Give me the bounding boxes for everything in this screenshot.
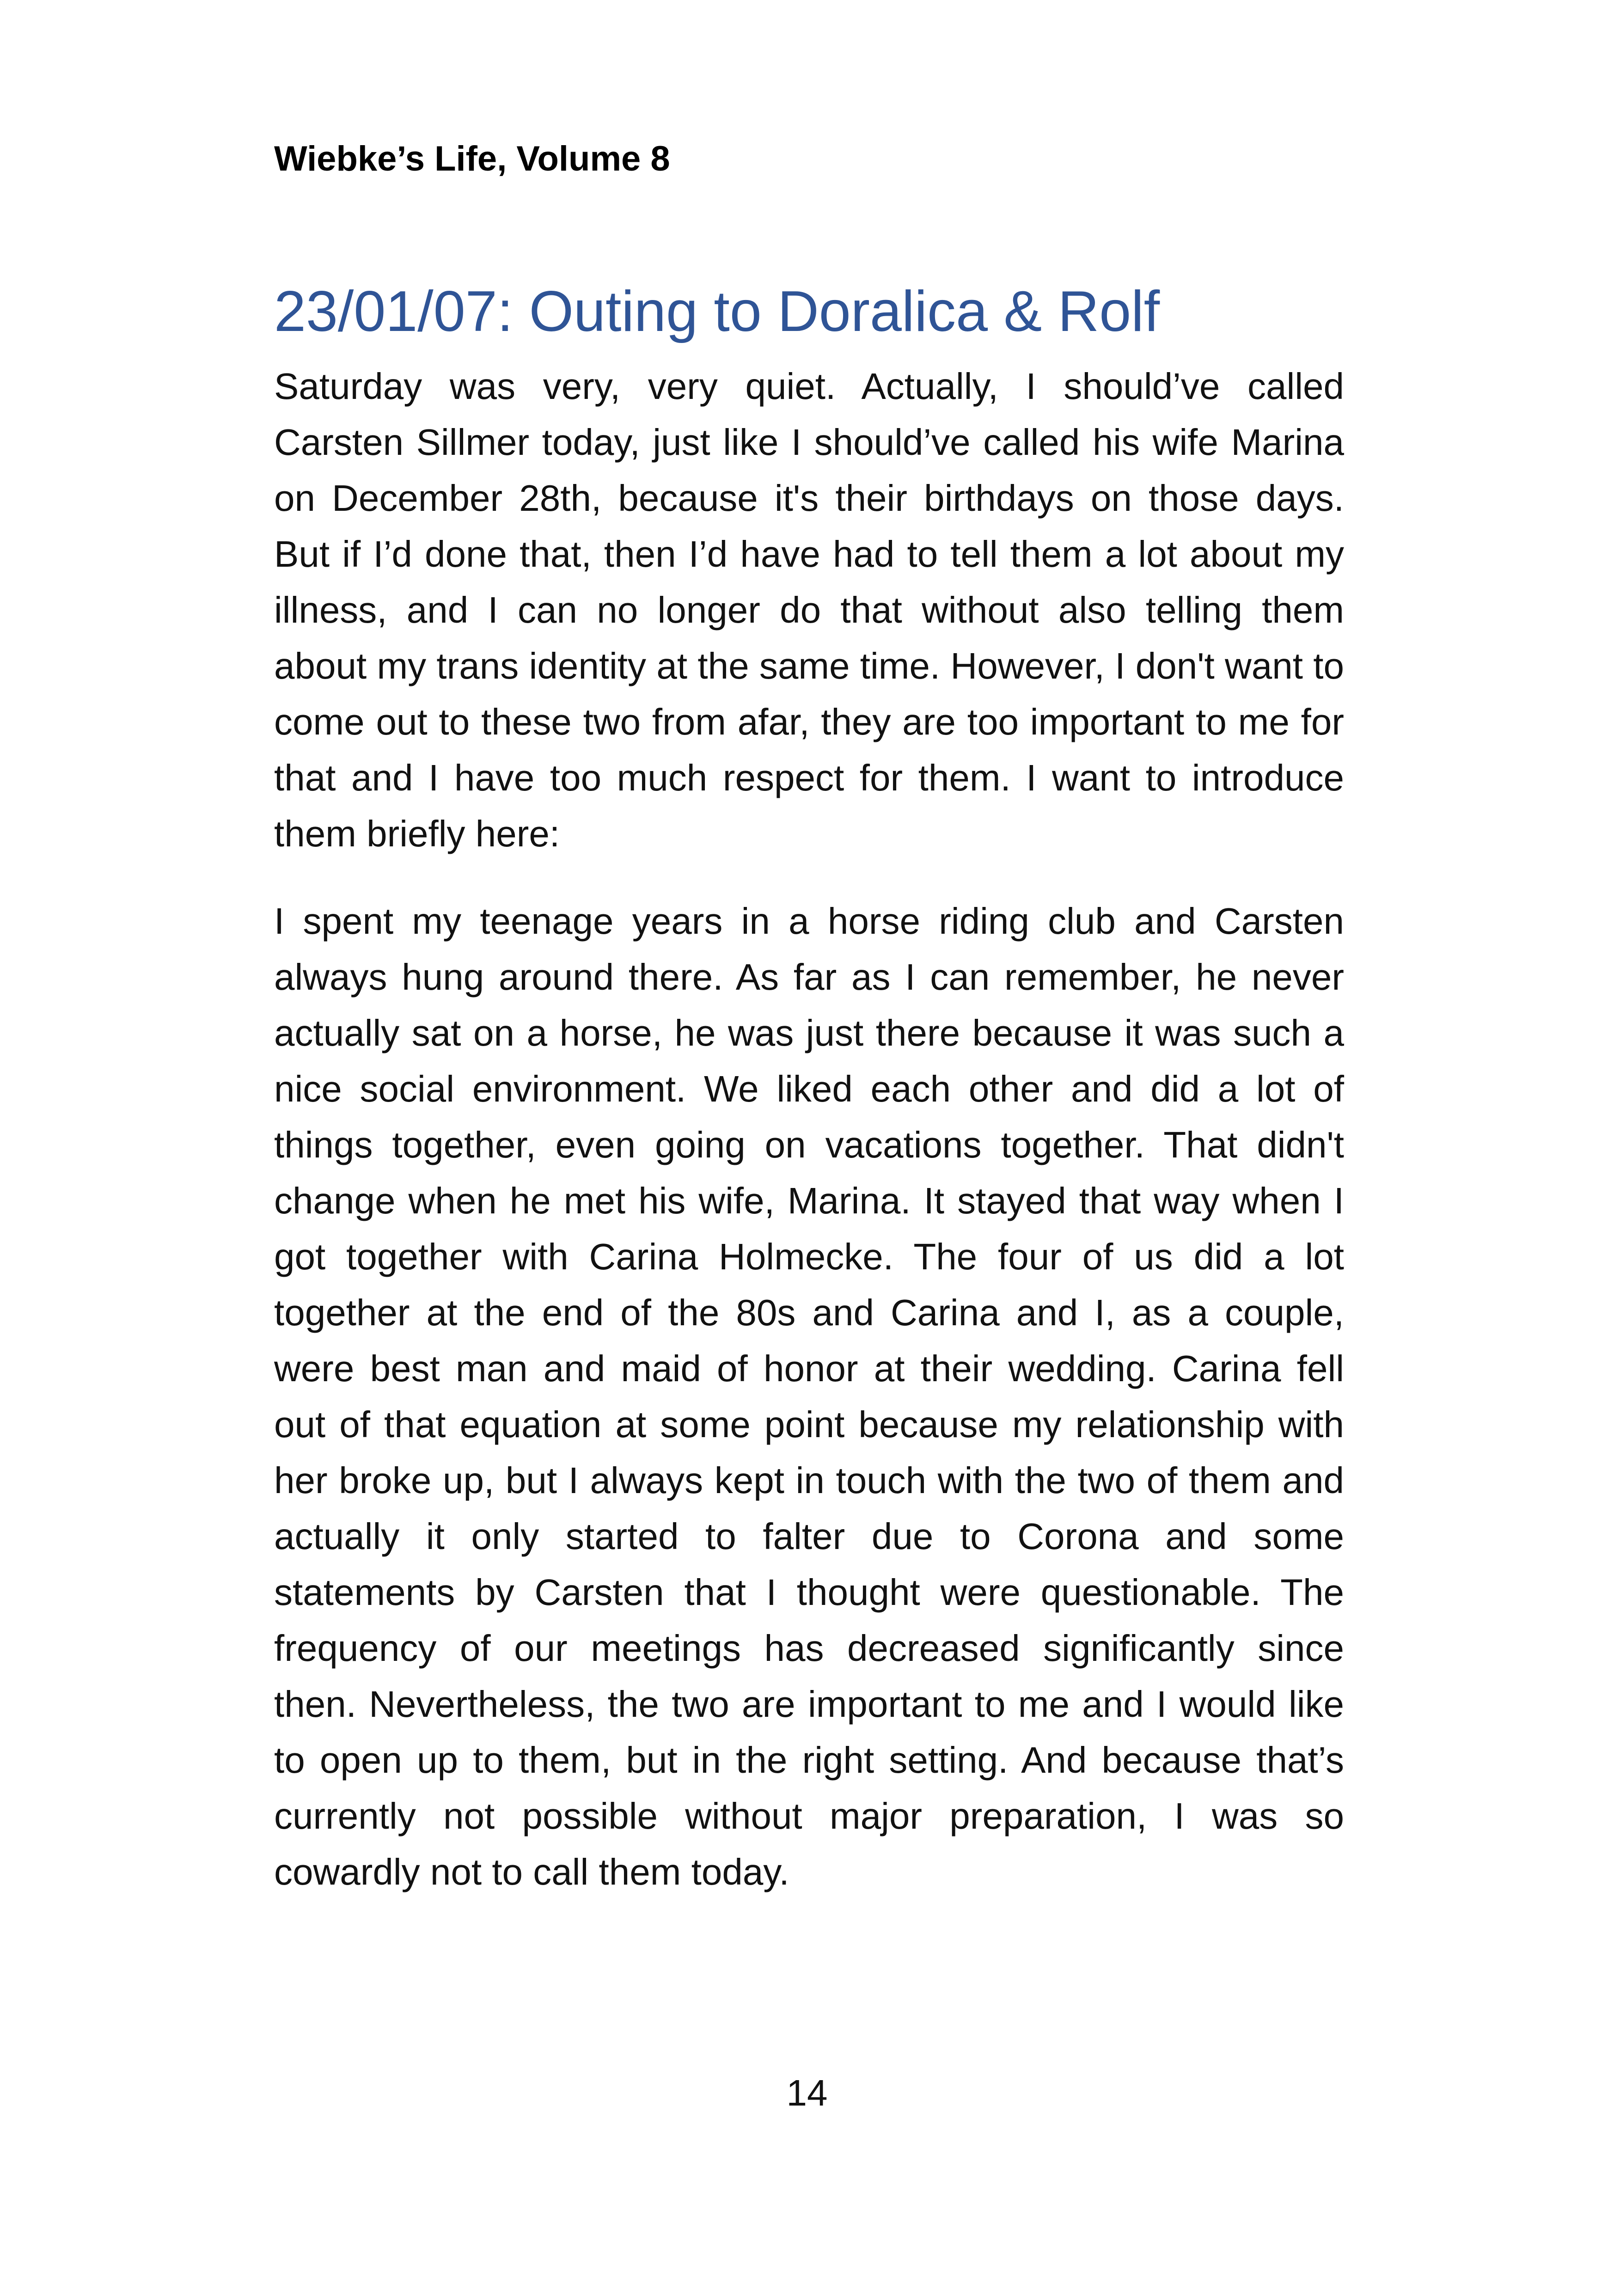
entry-body — [274, 358, 1344, 1931]
body-paragraph: Saturday was very, very quiet. Actually, I should’ve called Carsten Sillmer today, just like I should’ve called his wife Marina on December 28th, because it's their birthdays on those days. But if I’d done that, then I’d have had to tell them a lot about my illness, and I can no longer do that without also telling them about my trans identity at the same time. However, I don't want to come out to these two from afar, they are too important to me for that and I have too much respect for them. I want to introduce them briefly here: — [274, 366, 1344, 854]
running-header: Wiebke’s Life, Volume 8 — [274, 139, 670, 178]
body-paragraph: I spent my teenage years in a horse riding club and Carsten always hung around there. As far as I can remember, he never actually sat on a horse, he was just there because it was such a nice social environment. We liked each other and did a lot of things together, even going on vacations together. That didn't change when he met his wife, Marina. It stayed that way when I got together with Carina Holmecke. The four of us did a lot together at the end of the 80s and Carina and I, as a couple, were best man and maid of honor at their wedding. Carina fell out of that equation at some point because my relationship with her broke up, but I always kept in touch with the two of them and actually it only started to falter due to Corona and some statements by Carsten that I thought were questionable. The frequency of our meetings has decreased significantly since then. Nevertheless, the two are important to me and I would like to open up to them, but in the right setting. And because that’s currently not possible without major preparation, I was so cowardly not to call them today. — [274, 900, 1344, 1892]
page-number: 14 — [786, 2072, 828, 2113]
entry-title: 23/01/07: Outing to Doralica & Rolf — [274, 280, 1160, 343]
